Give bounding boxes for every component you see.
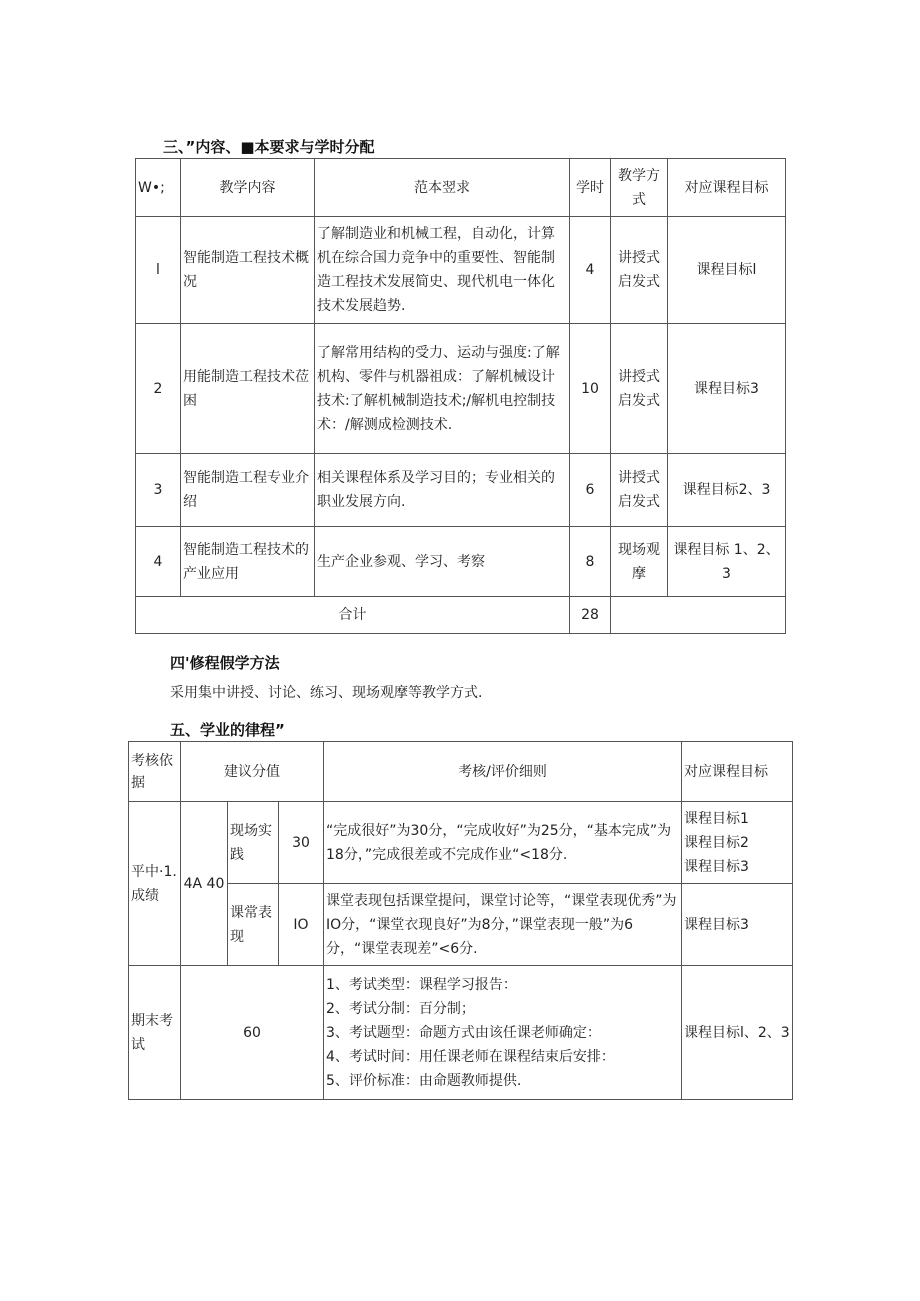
row-method: 讲授式启发式 — [611, 217, 668, 324]
header-number: W•; — [136, 159, 181, 217]
row-number: 3 — [136, 454, 181, 527]
header-hours: 学时 — [570, 159, 611, 217]
row-goal: 课程目标 1、2、3 — [668, 527, 786, 597]
item-name: 现场实践 — [228, 802, 279, 884]
table-row — [136, 527, 786, 597]
section4-text: 采用集中讲授、讨论、练习、现场观摩等教学方式. — [170, 685, 483, 701]
row-number: 2 — [136, 324, 181, 454]
row-number: l — [136, 217, 181, 324]
section4-heading: 四'修程假学方法 — [170, 654, 280, 672]
final-score: 60 — [181, 966, 324, 1100]
detail-line: 1、考试类型：课程学习报告： — [326, 976, 517, 993]
header-method: 教学方式 — [611, 159, 668, 217]
table-total-row — [136, 597, 786, 634]
row-goal: 课程目标3 — [668, 324, 786, 454]
table-row — [136, 324, 786, 454]
goal-item: 课程目标1 — [684, 810, 749, 827]
row-content: 智能制造工程专业介绍 — [181, 454, 315, 527]
table-header-row — [129, 742, 793, 802]
final-goal: 课程目标l、2、3 — [682, 966, 793, 1100]
item-score: IO — [279, 884, 324, 966]
table-row — [129, 966, 793, 1100]
header-goal: 对应课程目标 — [682, 742, 793, 802]
detail-line: 4、考试时间：用任课老师在课程结束后安排： — [326, 1048, 615, 1065]
goal-item: 课程目标2 — [684, 834, 749, 851]
header-basis: 考核依据 — [129, 742, 181, 802]
item-goals — [682, 802, 793, 884]
total-hours: 28 — [570, 597, 611, 634]
row-goal: 课程目标2、3 — [668, 454, 786, 527]
row-hours: 4 — [570, 217, 611, 324]
goal-item: 课程目标3 — [684, 858, 749, 875]
row-number: 4 — [136, 527, 181, 597]
row-method: 现场观摩 — [611, 527, 668, 597]
final-details — [324, 966, 682, 1100]
row-requirement: 了解常用结构的受力、运动与强度:了解机构、零件与机器祖成：了解机械设计技术:了解机械制造技术;/解机电控制技术：/解测成检测技术. — [315, 324, 570, 454]
table-row — [129, 884, 793, 966]
table-row — [129, 802, 793, 884]
item-detail: 课堂表现包括课堂提问，课堂讨论等，“课堂表现优秀”为IO分，“课堂衣现良好”为8分，”课堂表现一般”为6分，“课堂表现差”<6分. — [324, 884, 682, 966]
total-empty — [611, 597, 786, 634]
row-requirement: 了解制造业和机械工程，自动化，计算机在综合国力竞争中的重要性、智能制造工程技术发展简史、现代机电一体化技术发展趋势. — [315, 217, 570, 324]
header-goal: 对应课程目标 — [668, 159, 786, 217]
row-content: 用能制造工程技术莅困 — [181, 324, 315, 454]
detail-line: 2、考试分制：百分制； — [326, 1000, 475, 1017]
header-requirement: 范本翌求 — [315, 159, 570, 217]
row-method: 讲授式启发式 — [611, 324, 668, 454]
item-goals — [682, 884, 793, 966]
total-label: 合计 — [136, 597, 570, 634]
row-requirement: 生产企业参观、学习、考察 — [315, 527, 570, 597]
header-detail: 考核/评价细则 — [324, 742, 682, 802]
assessment-table — [128, 741, 793, 1100]
detail-line: 3、考试题型：命题方式由该任课老师确定： — [326, 1024, 601, 1041]
row-content: 智能制造工程技术的产业应用 — [181, 527, 315, 597]
header-score: 建议分值 — [181, 742, 324, 802]
table-row — [136, 217, 786, 324]
row-goal: 课程目标l — [668, 217, 786, 324]
detail-line: 5、评价标准：由命题教师提供. — [326, 1072, 522, 1089]
header-content: 教学内容 — [181, 159, 315, 217]
section5-heading: 五、学业的律程” — [170, 721, 285, 739]
item-name: 课常表现 — [228, 884, 279, 966]
table-row — [136, 454, 786, 527]
section3-heading: 三、”内容、■本要求与学时分配 — [163, 138, 375, 156]
row-hours: 10 — [570, 324, 611, 454]
row-hours: 8 — [570, 527, 611, 597]
row-method: 讲授式启发式 — [611, 454, 668, 527]
goal-item: 课程目标3 — [684, 916, 749, 933]
row-content: 智能制造工程技术概况 — [181, 217, 315, 324]
item-detail: “完成很好”为30分，“完成收好”为25分，“基本完成”为18分，”完成很差或不完成作业“<18分. — [324, 802, 682, 884]
row-requirement: 相关课程体系及学习目的；专业相关的职业发展方向. — [315, 454, 570, 527]
content-hours-table — [135, 158, 786, 634]
usual-score: 4A 40 — [181, 802, 228, 966]
table-header-row — [136, 159, 786, 217]
row-hours: 6 — [570, 454, 611, 527]
final-label: 期末考试 — [129, 966, 181, 1100]
item-score: 30 — [279, 802, 324, 884]
usual-label: 平中·1.成绩 — [129, 802, 181, 966]
